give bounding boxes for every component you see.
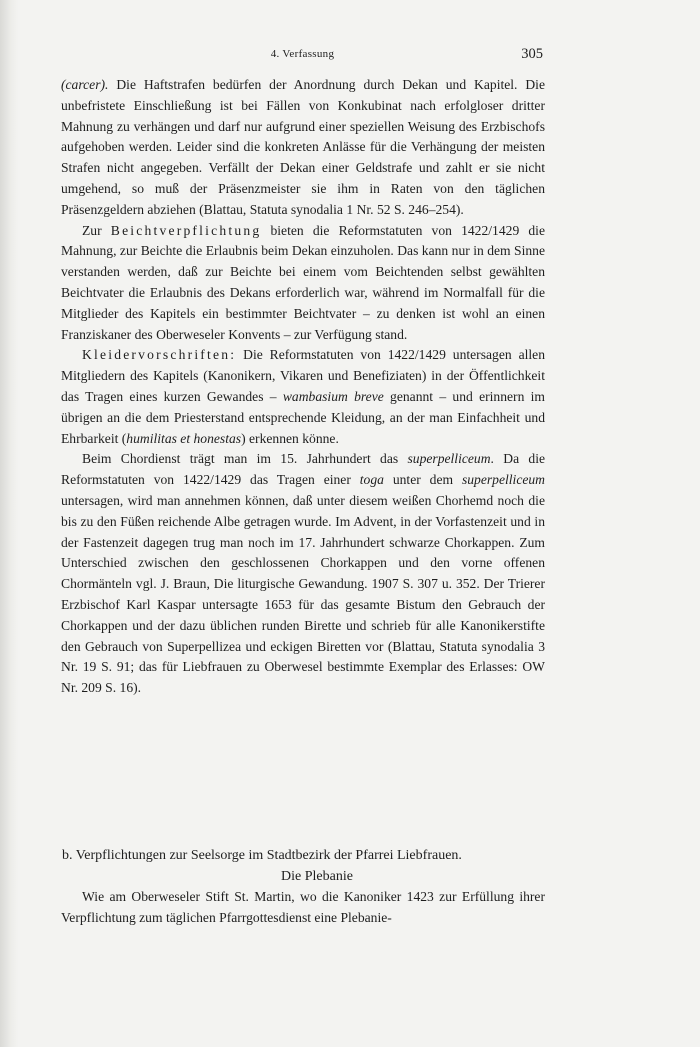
paragraph-text: Die Reformstatuten von 1422/1429 untersagen allen Mitgliedern des Kapitels (Kanonikern, Vikaren und Benefiziaten) in der Öffentlichkeit das Tragen eines kurzen Gewandes – xyxy=(61,347,545,404)
paragraph-chordienst xyxy=(61,449,545,699)
page-number: 305 xyxy=(521,46,543,62)
paragraph-lead: Zur xyxy=(82,222,102,238)
paragraph-text: bieten die Reformstatuten von 1422/1429 die Mahnung, zur Beichte die Erlaubnis beim Dekan einzuholen. Das kann nur in dem Sinne verstanden werden, daß zur Beichte bei einem vom Beichtenden selbst gewählten Beichtvater die Erlaubnis des Dekans erforderlich war, während im Normalfall für die Mitglieder des Kapitels ein bestimmter Beichtvater – zu denken ist wohl an einen Franziskaner des Oberweseler Konvents – zur Verfügung stand. xyxy=(61,222,545,342)
paragraph-text: Beim Chordienst trägt man im 15. Jahrhundert das xyxy=(82,451,408,467)
paragraph-text: genannt – und erinnern im übrigen an die dem Priesterstand entsprechende Kleidung, an der man Einfachheit und Ehrbarkeit ( xyxy=(61,388,545,446)
italic-term: superpelliceum xyxy=(407,451,491,467)
italic-term: superpelliceum xyxy=(461,472,546,488)
keyword-beichtverpflichtung: Beichtverpflichtung xyxy=(110,222,262,238)
page-header xyxy=(62,46,543,66)
section-body xyxy=(61,886,545,928)
binding-shadow xyxy=(0,0,18,1047)
italic-term: wambasium breve xyxy=(282,388,384,404)
paragraph-text: . Da die Reformstatuten von 1422/1429 das Tragen einer xyxy=(61,451,546,488)
paragraph-text: unter dem xyxy=(383,472,462,488)
italic-term: humilitas et honestas xyxy=(126,430,242,446)
paragraph-text: ) erkennen könne. xyxy=(241,430,339,446)
keyword-kleidervorschriften: Kleidervorschriften: xyxy=(82,347,237,363)
section-heading xyxy=(61,845,545,887)
body-text xyxy=(61,75,545,699)
section-title: b. Verpflichtungen zur Seelsorge im Stadtbezirk der Pfarrei Liebfrauen. xyxy=(62,848,462,863)
paragraph-text: Die Haftstrafen bedürfen der Anordnung durch Dekan und Kapitel. Die unbefristete Einschließung ist bei Fällen von Konkubinat nach erfolgloser dritter Mahnung zu verhängen und darf nur aufgrund einer speziellen Weisung des Erzbischofs aufgehoben werden. Leider sind die konkreten Anlässe für die Verhängung der meisten Strafen nicht angegeben. Verfällt der Dekan einer Geldstrafe und zahlt er sie nicht umgehend, so muß der Präsenzmeister sie ihm in Raten von den täglichen Präsenzgeldern abziehen (Blattau, Statuta synodalia 1 Nr. 52 S. 246–254). xyxy=(61,77,545,217)
running-head: 4. Verfassung xyxy=(270,48,335,60)
section-subtitle: Die Plebanie xyxy=(281,869,353,884)
paragraph-beichtverpflichtung xyxy=(61,221,545,346)
paragraph-kleidervorschriften xyxy=(61,345,545,449)
paragraph-plebanie: Wie am Oberweseler Stift St. Martin, wo die Kanoniker 1423 zur Erfüllung ihrer Verpflichtung zum täglichen Pfarrgottesdienst eine Plebanie- xyxy=(61,889,545,925)
italic-term: toga xyxy=(359,472,384,488)
carcer-term: (carcer). xyxy=(61,77,109,92)
paragraph-haftstrafen xyxy=(61,75,545,221)
paragraph-text: untersagen, wird man annehmen können, daß unter diesem weißen Chorhemd noch die bis zu den Füßen reichende Albe getragen wurde. Im Advent, in der Vorfastenzeit und in der Fastenzeit dagegen trug man noch im 17. Jahrhundert schwarze Chorkappen. Zum Unterschied zwischen den geschlossenen Chorkappen und den vorne offenen Chormänteln vgl. J. Braun, Die liturgische Gewandung. 1907 S. 307 u. 352. Der Trierer Erzbischof Karl Kaspar untersagte 1653 für das gesamte Bistum den Gebrauch der Chorkappen und der dazu üblichen runden Birette und schrieb für alle Kanonikerstifte den Gebrauch von Superpellizea und eckigen Biretten vor (Blattau, Statuta synodalia 3 Nr. 19 S. 91; das für Liebfrauen zu Oberwesel bestimmte Exemplar des Erlasses: OW Nr. 209 S. 16). xyxy=(61,492,545,696)
